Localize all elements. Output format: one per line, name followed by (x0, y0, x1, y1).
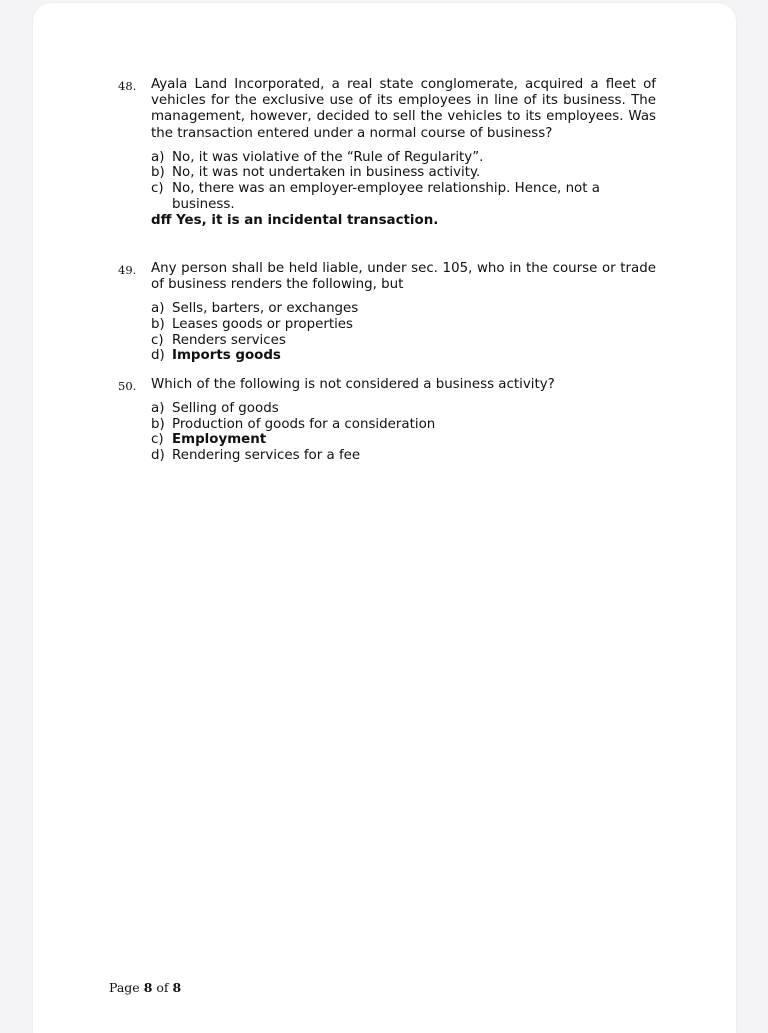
option-c (151, 432, 656, 448)
of-word: of (156, 980, 169, 995)
option-letter: b) (151, 317, 165, 332)
option-b (151, 317, 656, 333)
option-c (151, 181, 656, 212)
question-49 (118, 261, 656, 364)
options-list (151, 150, 656, 212)
option-text: Imports goods (172, 348, 281, 364)
page-word: Page (109, 980, 140, 995)
option-text: Leases goods or properties (172, 317, 354, 332)
option-b (151, 165, 656, 181)
question-number: 48. (118, 79, 137, 93)
option-text: No, it was violative of the “Rule of Regularity”. (172, 149, 484, 165)
option-text: No, there was an employer-employee relationship. Hence, not a business. (172, 181, 600, 212)
answer-line: dff Yes, it is an incidental transaction. (151, 213, 439, 229)
option-text: Rendering services for a fee (172, 447, 361, 463)
options-list (151, 401, 656, 463)
question-48 (118, 77, 656, 229)
option-text: Employment (172, 432, 267, 448)
options-list (151, 301, 656, 363)
option-d (151, 348, 656, 364)
option-letter: d) (151, 447, 165, 463)
question-text: Ayala Land Incorporated, a real state conglomerate, acquired a fleet of vehicles for the exclusive use of its employees in line of its business. The management, however, decided to sell the vehicles to its employees. Was the transaction entered under a normal course of business? (151, 77, 656, 141)
page-footer (109, 980, 181, 995)
option-letter: c) (151, 432, 164, 448)
option-a (151, 401, 656, 417)
option-letter: c) (151, 181, 164, 196)
question-text: Any person shall be held liable, under sec. 105, who in the course or trade of business renders the following, but (151, 261, 656, 293)
option-letter: b) (151, 165, 165, 181)
question-text: Which of the following is not considered a business activity? (151, 377, 555, 392)
option-letter: a) (151, 301, 165, 317)
option-c (151, 333, 656, 349)
option-d (151, 448, 656, 464)
question-number: 50. (118, 379, 137, 393)
option-a (151, 150, 656, 166)
option-text: No, it was not undertaken in business activity. (172, 165, 481, 181)
question-number: 49. (118, 263, 137, 277)
option-letter: a) (151, 401, 165, 417)
option-letter: a) (151, 149, 165, 165)
option-text: Sells, barters, or exchanges (172, 301, 359, 317)
option-b (151, 417, 656, 433)
option-text: Selling of goods (172, 401, 279, 417)
option-letter: d) (151, 348, 165, 364)
option-a (151, 301, 656, 317)
current-page-number: 8 (143, 980, 153, 995)
question-50 (118, 377, 656, 464)
total-pages-number: 8 (172, 980, 182, 995)
option-letter: b) (151, 416, 165, 432)
option-letter: c) (151, 332, 164, 348)
option-text: Renders services (172, 332, 286, 348)
option-text: Production of goods for a consideration (172, 416, 436, 432)
